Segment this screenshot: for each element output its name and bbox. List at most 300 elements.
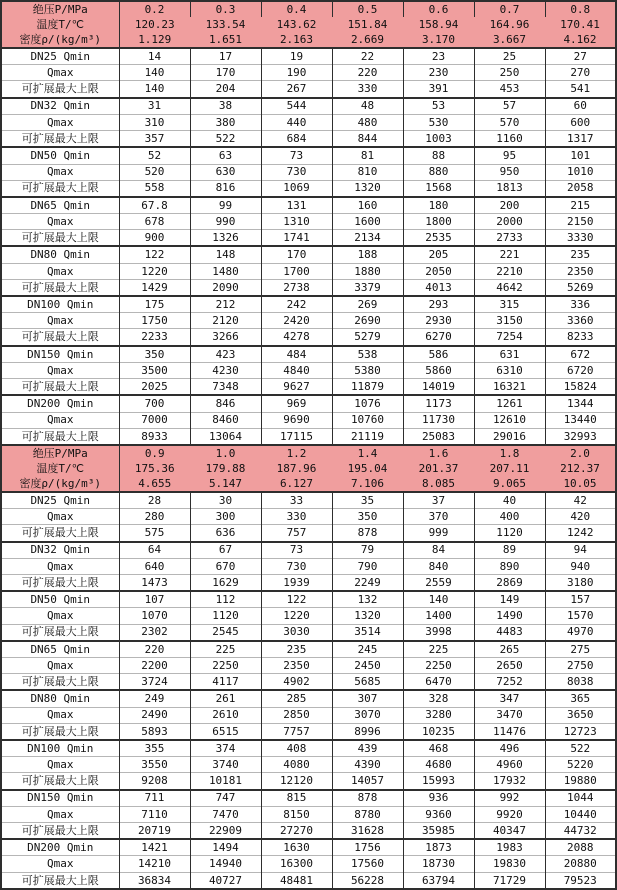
dn200-qmax-row-value: 16300: [261, 856, 332, 872]
dn100-qmax-row-value: 5220: [545, 757, 616, 773]
dn80-qmax-row-value: 2050: [403, 263, 474, 279]
dn150-expand-row-value: 44732: [545, 822, 616, 839]
dn80-qmax-row-value: 3280: [403, 707, 474, 723]
temperature-row-value: 143.62: [261, 17, 332, 32]
dn200-expand-row-value: 48481: [261, 872, 332, 889]
dn25-qmin-row-label: DN25 Qmin: [30, 493, 91, 507]
density-row-value: 6.127: [261, 476, 332, 492]
dn100-qmax-row-value: 2690: [332, 313, 403, 329]
dn32-qmax-row-value: 380: [190, 114, 261, 130]
dn65-qmax-row-value: 2000: [474, 214, 545, 230]
dn25-qmax-row-value: 230: [403, 65, 474, 81]
temperature-row-value: 158.94: [403, 17, 474, 32]
density-row-value: 5.147: [190, 476, 261, 492]
dn150-expand-row-value: 11879: [332, 379, 403, 396]
dn200-expand-row-value: 56228: [332, 872, 403, 889]
dn32-qmax-row-value: 940: [545, 558, 616, 574]
dn50-qmax-row-value: 1010: [545, 164, 616, 180]
density-row-value: 8.085: [403, 476, 474, 492]
temperature-row: [1, 17, 616, 32]
dn150-qmax-row-value: 8780: [332, 806, 403, 822]
dn32-qmin-row-value: 79: [332, 542, 403, 559]
dn150-expand-row-value: 31628: [332, 822, 403, 839]
dn50-qmax-row-label: Qmax: [47, 165, 74, 179]
dn32-qmax-row: [1, 114, 616, 130]
dn25-qmin-row-value: 25: [474, 48, 545, 65]
temperature-row-value: 207.11: [474, 461, 545, 476]
dn50-qmax-row-value: 630: [190, 164, 261, 180]
dn200-expand-row-value: 17115: [261, 428, 332, 445]
dn100-expand-row-value: 14057: [332, 773, 403, 790]
dn50-expand-row-value: 3514: [332, 624, 403, 641]
dn50-qmin-row-value: 112: [190, 591, 261, 608]
dn150-expand-row: [1, 822, 616, 839]
dn25-expand-row-label: 可扩展最大上限: [21, 526, 99, 540]
temperature-row-label: 温度T/℃: [1, 17, 119, 32]
dn25-qmax-row-value: 330: [261, 509, 332, 525]
dn50-qmin-row-value: 101: [545, 147, 616, 164]
dn200-qmin-row-value: 1076: [332, 395, 403, 412]
dn80-qmin-row: [1, 246, 616, 263]
dn50-qmax-row-value: 1120: [190, 608, 261, 624]
dn65-qmax-row-value: 2150: [545, 214, 616, 230]
dn32-qmin-row: [1, 542, 616, 559]
pressure-row-label: 绝压P/MPa: [1, 1, 119, 17]
dn150-qmax-row-value: 9360: [403, 806, 474, 822]
dn25-qmax-row-value: 300: [190, 509, 261, 525]
dn25-expand-row-value: 541: [545, 81, 616, 98]
dn65-qmin-row-value: 200: [474, 197, 545, 214]
dn150-expand-row-value: 40347: [474, 822, 545, 839]
dn100-qmax-row-value: 3740: [190, 757, 261, 773]
dn80-qmin-row: [1, 690, 616, 707]
dn50-expand-row-value: 2302: [119, 624, 190, 641]
dn25-expand-row-value: 330: [332, 81, 403, 98]
dn50-qmax-row: [1, 164, 616, 180]
dn32-expand-row-value: 522: [190, 131, 261, 148]
density-row-value: 4.162: [545, 32, 616, 48]
dn65-qmax-row-value: 2450: [332, 658, 403, 674]
dn25-expand-row-value: 453: [474, 81, 545, 98]
dn100-qmax-row-label: Qmax: [47, 758, 74, 772]
dn80-qmax-row-value: 1220: [119, 263, 190, 279]
dn25-qmin-row-value: 22: [332, 48, 403, 65]
density-row: [1, 32, 616, 48]
dn65-expand-row-value: 2535: [403, 230, 474, 247]
dn65-qmin-row-value: 245: [332, 641, 403, 658]
dn32-qmin-row-label: DN32 Qmin: [30, 99, 91, 113]
dn150-qmin-row-value: 992: [474, 790, 545, 807]
dn25-qmin-row-value: 28: [119, 492, 190, 509]
dn80-qmin-row-value: 307: [332, 690, 403, 707]
dn80-qmin-row-label: DN80 Qmin: [30, 248, 91, 262]
dn200-qmin-row-value: 1630: [261, 839, 332, 856]
dn80-qmin-row-value: 205: [403, 246, 474, 263]
dn150-qmax-row-label: Qmax: [47, 363, 74, 377]
dn200-qmax-row-value: 20880: [545, 856, 616, 872]
dn100-qmin-row-label: DN100 Qmin: [27, 297, 94, 311]
dn32-qmin-row-value: 94: [545, 542, 616, 559]
dn32-qmax-row-value: 440: [261, 114, 332, 130]
dn32-qmin-row-value: 67: [190, 542, 261, 559]
dn200-qmin-row-value: 1344: [545, 395, 616, 412]
dn32-qmin-row-value: 38: [190, 98, 261, 115]
dn65-expand-row-value: 2733: [474, 230, 545, 247]
dn80-qmax-row-label: Qmax: [47, 708, 74, 722]
pressure-row-value: 2.0: [545, 445, 616, 461]
dn65-qmin-row-value: 99: [190, 197, 261, 214]
dn80-qmax-row-value: 1480: [190, 263, 261, 279]
dn100-expand-row: [1, 773, 616, 790]
steam-flow-table-body: [1, 1, 616, 889]
dn50-qmin-row-value: 81: [332, 147, 403, 164]
dn50-qmin-row-value: 122: [261, 591, 332, 608]
dn50-expand-row-value: 1069: [261, 180, 332, 197]
dn200-expand-row-value: 13064: [190, 428, 261, 445]
dn50-expand-row-value: 816: [190, 180, 261, 197]
dn150-expand-row-value: 16321: [474, 379, 545, 396]
dn25-qmin-row-label: DN25 Qmin: [30, 49, 91, 63]
dn100-qmax-row-value: 1750: [119, 313, 190, 329]
dn100-qmin-row-label: DN100 Qmin: [27, 741, 94, 755]
dn65-qmin-row-value: 225: [190, 641, 261, 658]
dn150-qmin-row-value: 631: [474, 346, 545, 363]
dn32-qmax-row-value: 790: [332, 558, 403, 574]
dn32-expand-row-value: 2249: [332, 574, 403, 591]
temperature-row: [1, 461, 616, 476]
dn25-qmax-row-value: 350: [332, 509, 403, 525]
dn100-qmax-row-value: 2420: [261, 313, 332, 329]
pressure-row-value: 0.7: [474, 1, 545, 17]
dn150-qmax-row-value: 7110: [119, 806, 190, 822]
dn150-qmax-row-value: 3500: [119, 362, 190, 378]
dn80-expand-row-value: 8996: [332, 723, 403, 740]
dn150-qmin-row-value: 672: [545, 346, 616, 363]
dn150-qmin-row-value: 1044: [545, 790, 616, 807]
dn150-qmax-row-value: 7470: [190, 806, 261, 822]
dn80-expand-row-value: 10235: [403, 723, 474, 740]
dn25-expand-row-value: 999: [403, 525, 474, 542]
dn65-expand-row-value: 1326: [190, 230, 261, 247]
dn65-qmax-row-value: 2200: [119, 658, 190, 674]
dn80-qmin-row-label: DN80 Qmin: [30, 692, 91, 706]
dn50-qmax-row-value: 950: [474, 164, 545, 180]
dn80-expand-row-label: 可扩展最大上限: [21, 280, 99, 294]
dn32-expand-row-value: 1003: [403, 131, 474, 148]
dn50-qmax-row-value: 730: [261, 164, 332, 180]
dn150-qmax-row-value: 10440: [545, 806, 616, 822]
dn50-expand-row: [1, 180, 616, 197]
dn80-qmax-row-value: 2490: [119, 707, 190, 723]
dn200-qmax-row-value: 13440: [545, 412, 616, 428]
dn100-expand-row-value: 9208: [119, 773, 190, 790]
dn25-expand-row-label: 可扩展最大上限: [21, 82, 99, 96]
dn32-qmax-row-value: 890: [474, 558, 545, 574]
dn65-qmin-row-value: 275: [545, 641, 616, 658]
dn100-expand-row: [1, 329, 616, 346]
dn50-qmin-row: [1, 591, 616, 608]
dn200-qmin-row-value: 2088: [545, 839, 616, 856]
density-row-value: 3.667: [474, 32, 545, 48]
dn50-qmax-row-label: Qmax: [47, 609, 74, 623]
dn100-qmax-row-value: 2930: [403, 313, 474, 329]
dn50-expand-row-value: 3030: [261, 624, 332, 641]
dn150-expand-row-value: 27270: [261, 822, 332, 839]
pressure-row-value: 0.5: [332, 1, 403, 17]
dn200-qmax-row-value: 7000: [119, 412, 190, 428]
dn200-expand-row-value: 79523: [545, 872, 616, 889]
temperature-row-value: 201.37: [403, 461, 474, 476]
dn50-qmin-row-value: 52: [119, 147, 190, 164]
dn100-qmin-row: [1, 296, 616, 313]
dn80-qmax-row-label: Qmax: [47, 264, 74, 278]
dn65-qmin-row-label: DN65 Qmin: [30, 642, 91, 656]
dn50-expand-row-value: 1568: [403, 180, 474, 197]
dn65-qmin-row-value: 67.8: [119, 197, 190, 214]
dn65-expand-row-label: 可扩展最大上限: [21, 674, 99, 688]
dn50-qmin-row-label: DN50 Qmin: [30, 149, 91, 163]
dn80-qmin-row-value: 365: [545, 690, 616, 707]
dn200-qmax-row-value: 11730: [403, 412, 474, 428]
dn80-expand-row-value: 5893: [119, 723, 190, 740]
dn150-qmax-row-value: 6720: [545, 362, 616, 378]
dn32-expand-row-value: 3180: [545, 574, 616, 591]
dn50-expand-row-value: 1813: [474, 180, 545, 197]
dn80-qmax-row-value: 3070: [332, 707, 403, 723]
dn80-expand-row-value: 4013: [403, 279, 474, 296]
dn50-expand-row-value: 1320: [332, 180, 403, 197]
dn100-expand-row-value: 10181: [190, 773, 261, 790]
dn50-expand-row-value: 2058: [545, 180, 616, 197]
dn32-qmax-row-label: Qmax: [47, 559, 74, 573]
dn65-qmax-row-value: 678: [119, 214, 190, 230]
dn80-expand-row: [1, 723, 616, 740]
dn200-qmax-row-value: 14210: [119, 856, 190, 872]
dn100-qmax-row-value: 3550: [119, 757, 190, 773]
temperature-row-value: 170.41: [545, 17, 616, 32]
dn50-expand-row-label: 可扩展最大上限: [21, 625, 99, 639]
dn65-qmin-row-value: 131: [261, 197, 332, 214]
dn80-expand-row-value: 4642: [474, 279, 545, 296]
dn100-qmax-row-value: 4680: [403, 757, 474, 773]
dn100-qmin-row-value: 293: [403, 296, 474, 313]
dn32-qmin-row-value: 73: [261, 542, 332, 559]
pressure-row-value: 1.8: [474, 445, 545, 461]
dn80-qmin-row-value: 221: [474, 246, 545, 263]
dn200-expand-row-value: 36834: [119, 872, 190, 889]
dn25-qmax-row-value: 420: [545, 509, 616, 525]
dn150-qmin-row-value: 538: [332, 346, 403, 363]
dn32-qmax-row-value: 730: [261, 558, 332, 574]
dn100-qmax-row: [1, 313, 616, 329]
dn50-qmin-row-value: 140: [403, 591, 474, 608]
dn25-qmin-row-value: 19: [261, 48, 332, 65]
dn25-qmax-row: [1, 509, 616, 525]
dn32-qmin-row: [1, 98, 616, 115]
pressure-row-value: 1.0: [190, 445, 261, 461]
dn100-qmax-row-value: 4390: [332, 757, 403, 773]
dn150-expand-row-value: 7348: [190, 379, 261, 396]
density-row-value: 7.106: [332, 476, 403, 492]
dn150-qmin-row-value: 423: [190, 346, 261, 363]
dn50-expand-row-value: 558: [119, 180, 190, 197]
dn65-expand-row-value: 6470: [403, 674, 474, 691]
dn150-expand-row-value: 35985: [403, 822, 474, 839]
dn200-qmin-row: [1, 839, 616, 856]
dn100-qmin-row-value: 212: [190, 296, 261, 313]
dn80-qmax-row-value: 3470: [474, 707, 545, 723]
dn200-qmax-row-value: 12610: [474, 412, 545, 428]
density-row-value: 2.163: [261, 32, 332, 48]
dn80-qmin-row-value: 285: [261, 690, 332, 707]
dn32-expand-row-value: 1317: [545, 131, 616, 148]
dn80-expand-row-value: 6515: [190, 723, 261, 740]
dn32-qmax-row-value: 480: [332, 114, 403, 130]
dn150-qmin-row: [1, 346, 616, 363]
dn65-qmax-row-value: 2750: [545, 658, 616, 674]
pressure-row-value: 0.8: [545, 1, 616, 17]
dn65-expand-row-value: 4902: [261, 674, 332, 691]
dn80-expand-row-value: 7757: [261, 723, 332, 740]
dn150-expand-row: [1, 379, 616, 396]
dn65-qmin-row-value: 225: [403, 641, 474, 658]
dn25-expand-row-value: 140: [119, 81, 190, 98]
dn32-expand-row-value: 1160: [474, 131, 545, 148]
dn25-expand-row-value: 757: [261, 525, 332, 542]
dn100-qmin-row-value: 269: [332, 296, 403, 313]
dn80-qmin-row-value: 328: [403, 690, 474, 707]
dn150-qmin-row-label: DN150 Qmin: [27, 347, 94, 361]
dn32-expand-row-label: 可扩展最大上限: [21, 131, 99, 145]
dn50-expand-row-value: 4483: [474, 624, 545, 641]
dn200-qmin-row-value: 1494: [190, 839, 261, 856]
dn200-expand-row-label: 可扩展最大上限: [21, 873, 99, 887]
pressure-row-value: 0.2: [119, 1, 190, 17]
pressure-row-value: 1.2: [261, 445, 332, 461]
dn25-qmax-row-value: 270: [545, 65, 616, 81]
dn80-expand-row-value: 5269: [545, 279, 616, 296]
dn32-qmin-row-value: 31: [119, 98, 190, 115]
dn80-qmin-row-value: 347: [474, 690, 545, 707]
dn200-qmin-row-label: DN200 Qmin: [27, 841, 94, 855]
dn32-qmin-row-value: 48: [332, 98, 403, 115]
pressure-row-value: 0.6: [403, 1, 474, 17]
temperature-row-value: 179.88: [190, 461, 261, 476]
dn25-qmax-row-value: 140: [119, 65, 190, 81]
dn65-qmin-row-value: 235: [261, 641, 332, 658]
pressure-row-value: 0.4: [261, 1, 332, 17]
temperature-row-value: 175.36: [119, 461, 190, 476]
dn200-qmin-row-value: 1261: [474, 395, 545, 412]
dn80-qmin-row-value: 170: [261, 246, 332, 263]
dn65-qmax-row-value: 1800: [403, 214, 474, 230]
dn150-qmin-row-value: 936: [403, 790, 474, 807]
dn80-qmax-row-value: 2610: [190, 707, 261, 723]
dn80-qmin-row-value: 249: [119, 690, 190, 707]
dn50-qmax-row-value: 520: [119, 164, 190, 180]
dn50-qmax-row-value: 1570: [545, 608, 616, 624]
dn80-expand-row-value: 2738: [261, 279, 332, 296]
dn25-qmax-row-value: 220: [332, 65, 403, 81]
dn50-qmax-row-value: 1070: [119, 608, 190, 624]
dn80-expand-row-value: 11476: [474, 723, 545, 740]
dn100-qmin-row-value: 468: [403, 740, 474, 757]
dn25-qmax-row-value: 250: [474, 65, 545, 81]
dn200-expand-row-value: 71729: [474, 872, 545, 889]
pressure-row-label: 绝压P/MPa: [1, 445, 119, 461]
dn25-qmax-row-label: Qmax: [47, 66, 74, 80]
temperature-row-label: 温度T/℃: [1, 461, 119, 476]
dn80-expand-row-value: 3379: [332, 279, 403, 296]
dn100-qmax-row-label: Qmax: [47, 314, 74, 328]
dn25-expand-row-value: 204: [190, 81, 261, 98]
dn200-qmax-row-label: Qmax: [47, 857, 74, 871]
dn150-qmin-row-value: 878: [332, 790, 403, 807]
dn100-expand-row-label: 可扩展最大上限: [21, 330, 99, 344]
dn25-qmax-row-value: 280: [119, 509, 190, 525]
dn100-qmax-row-value: 4960: [474, 757, 545, 773]
density-row: [1, 476, 616, 492]
dn65-qmax-row-label: Qmax: [47, 214, 74, 228]
dn25-qmin-row-value: 35: [332, 492, 403, 509]
dn50-expand-row-value: 3998: [403, 624, 474, 641]
dn200-expand-row-value: 8933: [119, 428, 190, 445]
dn25-expand-row-value: 1242: [545, 525, 616, 542]
dn200-expand-row-value: 40727: [190, 872, 261, 889]
dn65-qmin-row: [1, 197, 616, 214]
dn50-qmin-row-value: 95: [474, 147, 545, 164]
dn50-qmin-row-value: 157: [545, 591, 616, 608]
dn25-qmin-row: [1, 492, 616, 509]
dn25-expand-row-value: 267: [261, 81, 332, 98]
dn65-qmax-row-value: 2650: [474, 658, 545, 674]
dn100-expand-row-value: 3266: [190, 329, 261, 346]
dn100-qmin-row-value: 374: [190, 740, 261, 757]
dn80-expand-row-value: 2090: [190, 279, 261, 296]
dn200-qmin-row-value: 1756: [332, 839, 403, 856]
density-row-label: 密度ρ/(kg/m³): [1, 32, 119, 48]
dn65-qmin-row-value: 265: [474, 641, 545, 658]
dn100-expand-row-value: 6270: [403, 329, 474, 346]
dn100-qmax-row-value: 3360: [545, 313, 616, 329]
dn150-qmin-row-value: 815: [261, 790, 332, 807]
dn32-qmax-row-value: 670: [190, 558, 261, 574]
dn200-qmax-row-label: Qmax: [47, 413, 74, 427]
dn32-qmax-row-value: 570: [474, 114, 545, 130]
dn50-qmax-row: [1, 608, 616, 624]
dn100-qmin-row-value: 522: [545, 740, 616, 757]
dn32-expand-row-value: 684: [261, 131, 332, 148]
dn65-qmin-row-value: 160: [332, 197, 403, 214]
dn32-qmax-row-value: 600: [545, 114, 616, 130]
dn100-expand-row-label: 可扩展最大上限: [21, 774, 99, 788]
dn50-qmax-row-value: 1320: [332, 608, 403, 624]
dn50-qmin-row-value: 107: [119, 591, 190, 608]
dn200-expand-row-value: 25083: [403, 428, 474, 445]
dn50-expand-row-value: 4970: [545, 624, 616, 641]
dn100-qmin-row-value: 439: [332, 740, 403, 757]
dn100-qmax-row-value: 2120: [190, 313, 261, 329]
dn50-qmin-row-value: 149: [474, 591, 545, 608]
pressure-row: [1, 1, 616, 17]
pressure-row: [1, 445, 616, 461]
dn65-expand-row-value: 4117: [190, 674, 261, 691]
dn32-expand-row-label: 可扩展最大上限: [21, 575, 99, 589]
dn25-expand-row-value: 636: [190, 525, 261, 542]
dn100-expand-row-value: 12120: [261, 773, 332, 790]
dn80-qmin-row-value: 122: [119, 246, 190, 263]
density-row-value: 9.065: [474, 476, 545, 492]
